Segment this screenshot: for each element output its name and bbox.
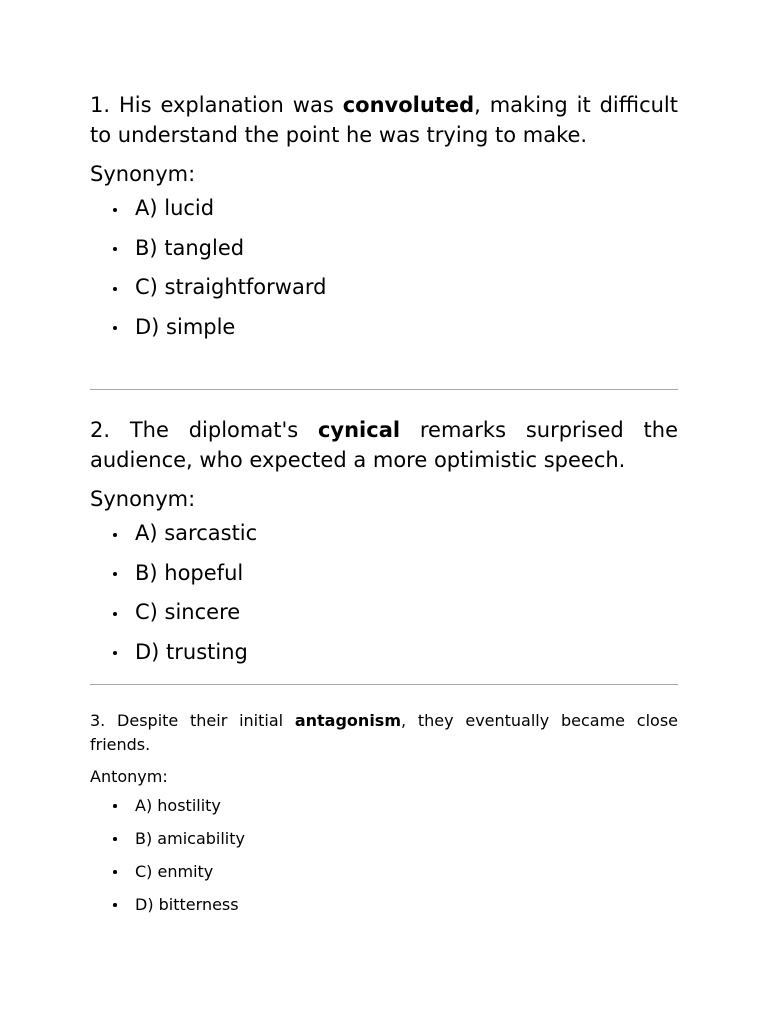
- bullet-icon: [113, 837, 117, 841]
- option-text: C) sincere: [135, 600, 241, 624]
- bullet-icon: [113, 903, 117, 907]
- option-item: [90, 308, 678, 348]
- option-text: C) enmity: [135, 861, 214, 881]
- option-item: [90, 888, 678, 921]
- bullet-icon: [113, 247, 117, 251]
- option-item: [90, 554, 678, 594]
- option-item: [90, 822, 678, 855]
- option-item: [90, 789, 678, 822]
- bullet-icon: [113, 612, 117, 616]
- bullet-icon: [113, 287, 117, 291]
- question-3: [90, 709, 678, 921]
- option-item: [90, 189, 678, 229]
- option-text: A) hostility: [135, 795, 221, 815]
- question-3-keyword: antagonism: [294, 711, 401, 730]
- question-1: [90, 91, 678, 347]
- divider: [90, 389, 678, 390]
- question-3-label: Antonym:: [90, 767, 168, 786]
- option-text: D) bitterness: [135, 894, 239, 914]
- question-1-stem: [90, 91, 678, 150]
- question-2-stem-after: remarks surprised the audience, who expected a more optimistic speech.: [90, 418, 678, 472]
- option-text: B) amicability: [135, 828, 245, 848]
- question-2-stem-before: 2. The diplomat's: [90, 418, 318, 442]
- bullet-icon: [113, 533, 117, 537]
- question-1-stem-before: 1. His explanation was: [90, 93, 343, 117]
- question-2-keyword: cynical: [317, 418, 401, 442]
- divider: [90, 684, 678, 685]
- option-item: [90, 633, 678, 673]
- option-text: B) tangled: [135, 235, 245, 260]
- bullet-icon: [113, 651, 117, 655]
- option-text: D) simple: [135, 314, 236, 339]
- bullet-icon: [113, 870, 117, 874]
- option-text: D) trusting: [135, 639, 248, 664]
- bullet-icon: [113, 804, 117, 808]
- option-item: [90, 229, 678, 269]
- bullet-icon: [113, 208, 117, 212]
- question-3-stem-before: 3. Despite their initial: [90, 711, 295, 730]
- question-1-stem-after: , making it difficult to understand the point he was trying to make.: [90, 93, 678, 147]
- option-text: C) straightforward: [135, 275, 327, 299]
- option-item: [90, 593, 678, 633]
- option-text: B) hopeful: [135, 560, 244, 585]
- question-2-label: Synonym:: [90, 486, 196, 511]
- option-text: A) sarcastic: [135, 521, 258, 545]
- bullet-icon: [113, 572, 117, 576]
- question-3-stem-after: , they eventually became close friends.: [90, 711, 678, 754]
- question-1-options: [90, 189, 678, 347]
- option-item: [90, 514, 678, 554]
- bullet-icon: [113, 326, 117, 330]
- option-text: A) lucid: [135, 196, 215, 220]
- question-2-stem: [90, 416, 678, 475]
- question-2-options: [90, 514, 678, 672]
- question-1-label: Synonym:: [90, 161, 196, 186]
- option-item: [90, 268, 678, 308]
- option-item: [90, 855, 678, 888]
- question-1-keyword: convoluted: [342, 93, 475, 117]
- question-3-stem: [90, 709, 678, 756]
- question-2: [90, 416, 678, 672]
- question-3-options: [90, 789, 678, 921]
